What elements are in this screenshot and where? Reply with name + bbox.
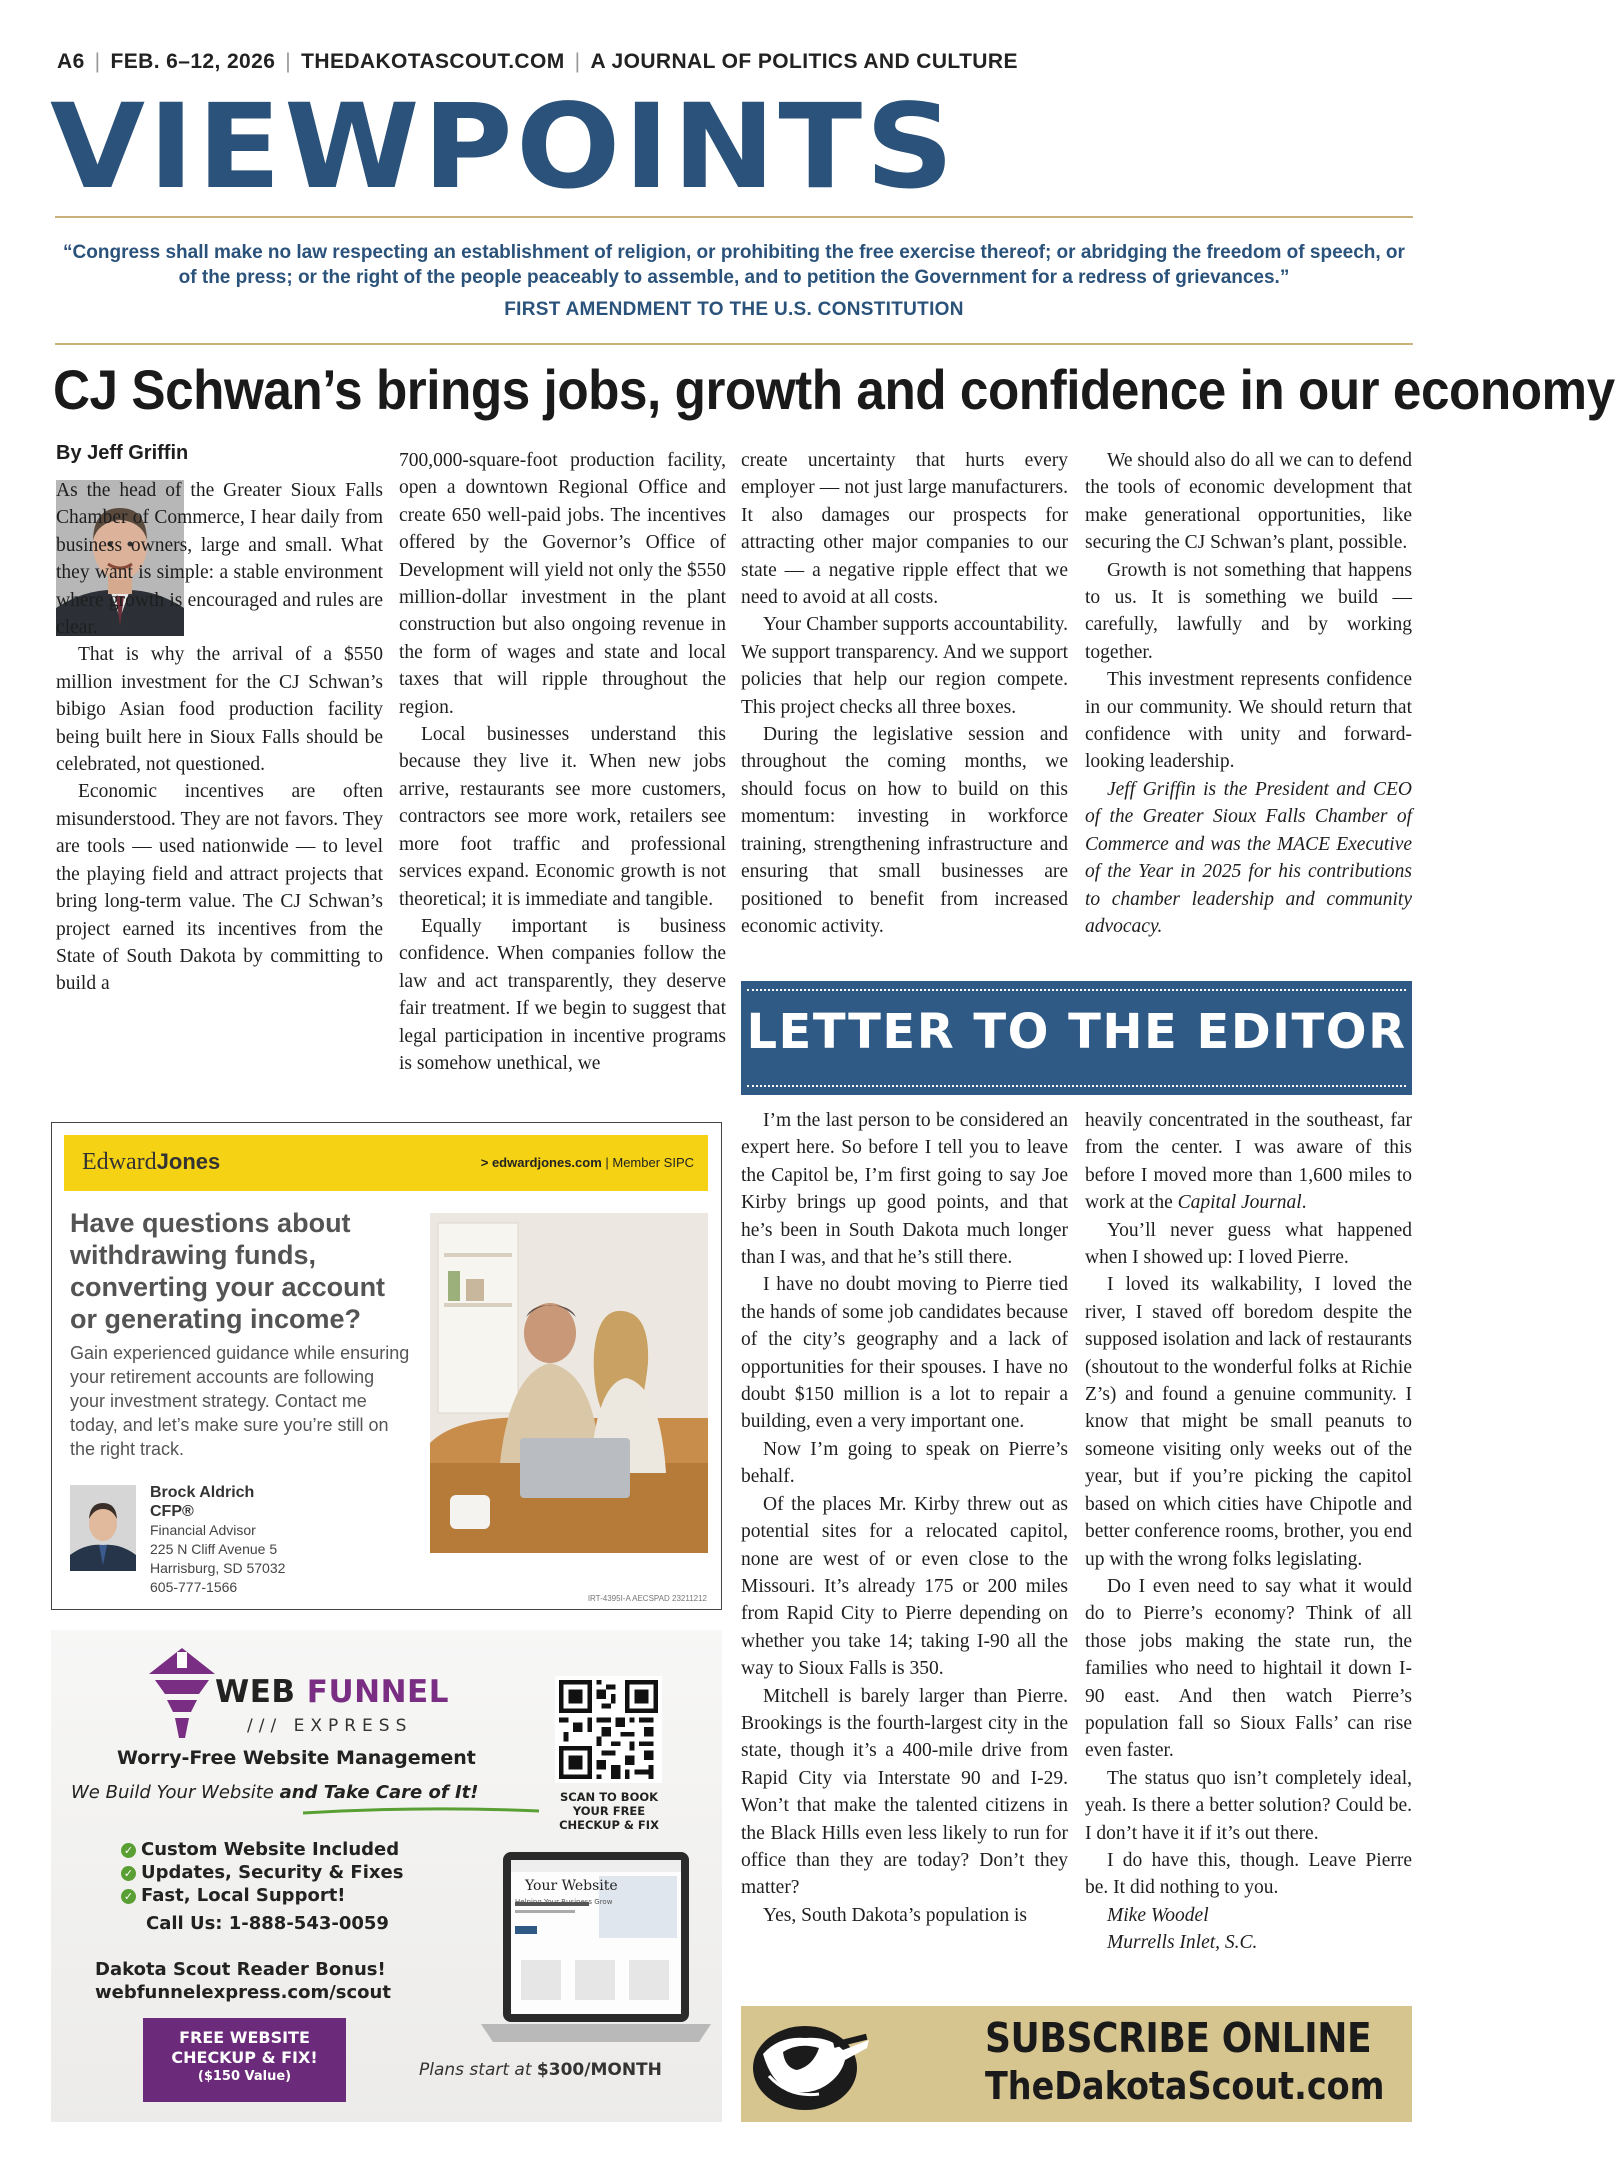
ad-tagline: Worry-Free Website Management bbox=[117, 1747, 476, 1769]
article-paragraph: Local businesses understand this because they live it. When new jobs arrive, restaurants see more customers, contractors see more work, retailers see more foot traffic and professional services expand. Economic growth is not theoretical; it is immediate and tangible. bbox=[399, 724, 726, 910]
laptop-mockup bbox=[481, 1846, 711, 2056]
advisor-portrait-image bbox=[70, 1485, 136, 1571]
logo-word: Jones bbox=[156, 1149, 221, 1174]
letter-column-2 bbox=[1085, 1107, 1412, 1957]
section-title: VIEWPOINTS bbox=[50, 78, 957, 215]
gold-divider bbox=[55, 216, 1413, 218]
laptop-site-title: Your Website bbox=[525, 1878, 618, 1894]
checkmark-icon: ✓ bbox=[121, 1843, 136, 1858]
advisor-title: Financial Advisor bbox=[150, 1522, 256, 1538]
article-paragraph: During the legislative session and throughout the coming months, we should focus on how to build on this momentum: investing in workforce training, strengthening infrastructure and ensuring that small businesses are positioned to benefit from increased economic activity. bbox=[741, 724, 1068, 937]
feature-label: Fast, Local Support! bbox=[141, 1885, 346, 1906]
bonus-url[interactable]: webfunnelexpress.com/scout bbox=[95, 1982, 391, 2003]
web-funnel-logo-icon bbox=[147, 1646, 217, 1742]
feature-label: Custom Website Included bbox=[141, 1839, 400, 1860]
couple-illustration bbox=[430, 1213, 708, 1551]
free-checkup-button[interactable] bbox=[143, 2018, 346, 2102]
letter-paragraph: Of the places Mr. Kirby threw out as potential sites for a relocated capitol, none are west of or even close to the Missouri. It’s already 175 or 200 miles from Rapid City to Pierre depending on whether you take 14; taking I-90 all the way to Sioux Falls is 350. bbox=[741, 1493, 1068, 1680]
letter-signature-place: Murrells Inlet, S.C. bbox=[1107, 1932, 1258, 1954]
letter-paragraph: Do I even need to say what it would do to Pierre’s economy? Think of all those jobs making the state run, the families who need to hightail it down I-90 east. And then watch Pierre’s population fall so Sioux Falls’ can rise even faster. bbox=[1085, 1575, 1412, 1762]
article-paragraph: 700,000-square-foot production facility, open a downtown Regional Office and create 650 well-paid jobs. The incentives offered by the Governor’s Office of Development will yield not only the $550 million-dollar investment in the plant construction but also ongoing revenue in the form of wages and state and local taxes that will ripple throughout the region. bbox=[399, 450, 726, 718]
ad-couple-photo bbox=[430, 1213, 708, 1551]
subscribe-heading: SUBSCRIBE ONLINE bbox=[985, 2014, 1372, 2062]
bonus-heading: Dakota Scout Reader Bonus! bbox=[95, 1959, 386, 1980]
letter-column-1 bbox=[741, 1107, 1068, 1929]
advisor-address-2: Harrisburg, SD 57032 bbox=[150, 1560, 286, 1576]
edward-jones-logo bbox=[82, 1149, 220, 1176]
ad-member-text: | Member SIPC bbox=[601, 1155, 694, 1170]
feature-item bbox=[121, 1838, 403, 1861]
article-paragraph: As the head of the Greater Sioux Falls Chamber of Commerce, I hear daily from business owners, large and small. What they want is simple: a stable environment where growth is encouraged and rules are clear. bbox=[56, 480, 383, 639]
ad-body: Gain experienced guidance while ensuring your retirement accounts are following your investment strategy. Contact me today, and let’s make sure you’re still on the right track. bbox=[70, 1343, 410, 1459]
letter-text: heavily concentrated in the southeast, far from the center. I was aware of this before I moved more than 1,600 miles to work at the bbox=[1085, 1110, 1412, 1214]
checkmark-icon: ✓ bbox=[121, 1866, 136, 1881]
advisor-name: Brock Aldrich bbox=[150, 1484, 255, 1501]
edward-jones-ad[interactable] bbox=[51, 1122, 722, 1610]
cta-value: ($150 Value) bbox=[197, 2069, 292, 2084]
page-number: A6 bbox=[57, 50, 85, 73]
brand-word: WEB bbox=[215, 1674, 307, 1710]
scout-logo-icon bbox=[749, 2016, 873, 2112]
issue-date: FEB. 6–12, 2026 bbox=[110, 50, 276, 73]
brand-word: FUNNEL bbox=[306, 1674, 449, 1710]
feature-item bbox=[121, 1884, 403, 1907]
feature-list bbox=[121, 1838, 403, 1907]
gold-divider bbox=[55, 343, 1413, 345]
article-paragraph: create uncertainty that hurts every employer — not just large manufacturers. It also damages our prospects for attracting other major companies to our state — a negative ripple effect that we need to avoid at all costs. bbox=[741, 450, 1068, 609]
ad-slogan bbox=[71, 1782, 478, 1803]
article-paragraph: Economic incentives are often misunderstood. They are not favors. They are tools — used nationwide — to level the playing field and attract projects that bring long-term value. The CJ Schwan’s project earned its incentives from the State of South Dakota by committing to build a bbox=[56, 781, 383, 995]
laptop-site-subtitle: Helping Your Business Grow bbox=[515, 1898, 613, 1906]
letter-paragraph: Yes, South Dakota’s population is bbox=[763, 1904, 1027, 1926]
article-column-4 bbox=[1085, 447, 1412, 940]
article-paragraph: We should also do all we can to defend the tools of economic development that make generational opportunities, like securing the CJ Schwan’s plant, possible. bbox=[1085, 450, 1412, 554]
letter-paragraph: I’m the last person to be considered an expert here. So before I tell you to leave the Capitol be, I’m first going to say Joe Kirby brings up good points, and that he’s been in South Dakota much longer than I was, and that he’s still there. bbox=[741, 1110, 1068, 1269]
article-paragraph: Your Chamber supports accountability. We support transparency. And we support policies that help our region compete. This project checks all three boxes. bbox=[741, 614, 1068, 718]
advisor-credential: CFP® bbox=[150, 1503, 194, 1520]
author-bio: Jeff Griffin is the President and CEO of the Greater Sioux Falls Chamber of Commerce and was the MACE Executive of the Year in 2025 for his contributions to chamber leadership and community advocacy. bbox=[1085, 778, 1412, 937]
pricing-line bbox=[419, 2060, 662, 2080]
ad-headline: Have questions about withdrawing funds, converting your account or generating income? bbox=[70, 1208, 386, 1334]
article-column-2 bbox=[399, 447, 726, 1077]
qr-code-icon bbox=[559, 1680, 658, 1779]
article-paragraph: Growth is not something that happens to us. It is something we build — carefully, lawfully and by working together. bbox=[1085, 559, 1412, 663]
article-byline: By Jeff Griffin bbox=[56, 442, 189, 464]
qr-code[interactable] bbox=[555, 1676, 662, 1783]
ad-url-link[interactable]: > edwardjones.com bbox=[480, 1155, 602, 1170]
advisor-info bbox=[150, 1483, 285, 1597]
letter-paragraph: The status quo isn’t completely ideal, yeah. Is there a better solution? Could be. I don’t have it if it’s out there. bbox=[1085, 1767, 1412, 1844]
article-paragraph: This investment represents confidence in our community. We should return that confidence with unity and forward-looking leadership. bbox=[1085, 669, 1412, 773]
feature-item bbox=[121, 1861, 403, 1884]
newspaper-name: Capital Journal bbox=[1177, 1192, 1302, 1214]
article-paragraph: That is why the arrival of a $550 million investment for the CJ Schwan’s bibigo Asian food production facility being built here in Sioux Falls should be celebrated, not questioned. bbox=[56, 644, 383, 776]
article-paragraph: Equally important is business confidence. When companies follow the law and act transparently, they deserve fair treatment. If we begin to suggest that legal participation in incentive programs is somehow unethical, we bbox=[399, 915, 726, 1074]
slogan-part: We Build Your Website bbox=[71, 1782, 280, 1803]
subscribe-url[interactable]: TheDakotaScout.com bbox=[985, 2064, 1385, 2108]
cta-line: FREE WEBSITE bbox=[179, 2028, 310, 2047]
pricing-amount: $300/MONTH bbox=[536, 2060, 662, 2080]
ad-url[interactable] bbox=[481, 1155, 694, 1170]
letter-paragraph: Now I’m going to speak on Pierre’s behalf. bbox=[741, 1438, 1068, 1488]
first-amendment-quote: “Congress shall make no law respecting an establishment of religion, or prohibiting the free exercise thereof; or abridging the freedom of speech, or of the press; or the right of the people peaceably to assemble, and to petition the Government for a redress of grievances.” bbox=[63, 242, 1405, 288]
site-link[interactable]: THEDAKOTASCOUT.COM bbox=[301, 50, 565, 73]
advisor-photo bbox=[70, 1485, 136, 1571]
subscribe-box[interactable] bbox=[741, 2006, 1412, 2122]
cta-line: CHECKUP & FIX! bbox=[171, 2048, 318, 2067]
letter-paragraph: Mitchell is barely larger than Pierre. Brookings is the fourth-largest city in the state, though it’s a 400-mile drive from Rapid City via Interstate 90 and I-29. Won’t that make the talented citizens in the Black Hills even less likely to run for office than they are today? Don’t they matter? bbox=[741, 1685, 1068, 1899]
letter-banner-title: LETTER TO THE EDITOR bbox=[746, 1004, 1407, 1060]
publication-tagline: A JOURNAL OF POLITICS AND CULTURE bbox=[590, 50, 1018, 73]
slogan-underline bbox=[301, 1806, 541, 1816]
scan-instructions: SCAN TO BOOK YOUR FREE CHECKUP & FIX bbox=[559, 1790, 659, 1832]
feature-label: Updates, Security & Fixes bbox=[141, 1862, 404, 1883]
ad-header-bar bbox=[64, 1135, 708, 1191]
reader-bonus bbox=[95, 1958, 391, 2004]
ad-code: IRT-4395I-A AECSPAD 23211212 bbox=[587, 1594, 707, 1603]
logo-word: Edward bbox=[82, 1149, 157, 1175]
letter-paragraph: You’ll never guess what happened when I showed up: I loved Pierre. bbox=[1085, 1219, 1412, 1269]
letter-paragraph: I do have this, though. Leave Pierre be. It did nothing to you. bbox=[1085, 1849, 1412, 1899]
web-funnel-sub: /// EXPRESS bbox=[247, 1716, 413, 1736]
call-line[interactable]: Call Us: 1-888-543-0059 bbox=[146, 1913, 389, 1934]
letter-paragraph bbox=[1085, 1107, 1412, 1217]
article-column-3 bbox=[741, 447, 1068, 940]
article-column-1 bbox=[56, 477, 383, 998]
quote-source: FIRST AMENDMENT TO THE U.S. CONSTITUTION bbox=[504, 299, 964, 320]
letter-text: . bbox=[1301, 1192, 1307, 1214]
web-funnel-ad[interactable] bbox=[51, 1630, 722, 2122]
letter-paragraph: I have no doubt moving to Pierre tied the hands of some job candidates because of the city’s geography and a lack of opportunities for their spouses. I have no doubt $150 million is a lot to repair a building, even a very important one. bbox=[741, 1274, 1068, 1433]
letter-signature-name: Mike Woodel bbox=[1107, 1904, 1209, 1926]
slogan-part: and Take Care of It! bbox=[279, 1782, 479, 1803]
checkmark-icon: ✓ bbox=[121, 1889, 136, 1904]
advisor-phone[interactable]: 605-777-1566 bbox=[150, 1579, 238, 1595]
folio-line: A6 | FEB. 6–12, 2026 | THEDAKOTASCOUT.COM | A JOURNAL OF POLITICS AND CULTURE bbox=[57, 50, 1018, 73]
letter-banner bbox=[741, 981, 1412, 1095]
advisor-address-1: 225 N Cliff Avenue 5 bbox=[150, 1541, 278, 1557]
letter-paragraph: I loved its walkability, I loved the river, I staved off boredom despite the supposed isolation and lack of restaurants (shoutout to the wonderful folks at Richie Z’s) and found a genuine community. I know that might be small peanuts to someone visiting only weeks out of the year, but if you’re picking the capitol based on which cities have Chipotle and better conference rooms, brother, you end up with the wrong folks legislating. bbox=[1085, 1274, 1412, 1570]
web-funnel-name bbox=[215, 1674, 449, 1710]
article-headline: CJ Schwan’s brings jobs, growth and confidence in our economy bbox=[53, 358, 1615, 421]
pricing-text: Plans start at bbox=[419, 2060, 537, 2080]
